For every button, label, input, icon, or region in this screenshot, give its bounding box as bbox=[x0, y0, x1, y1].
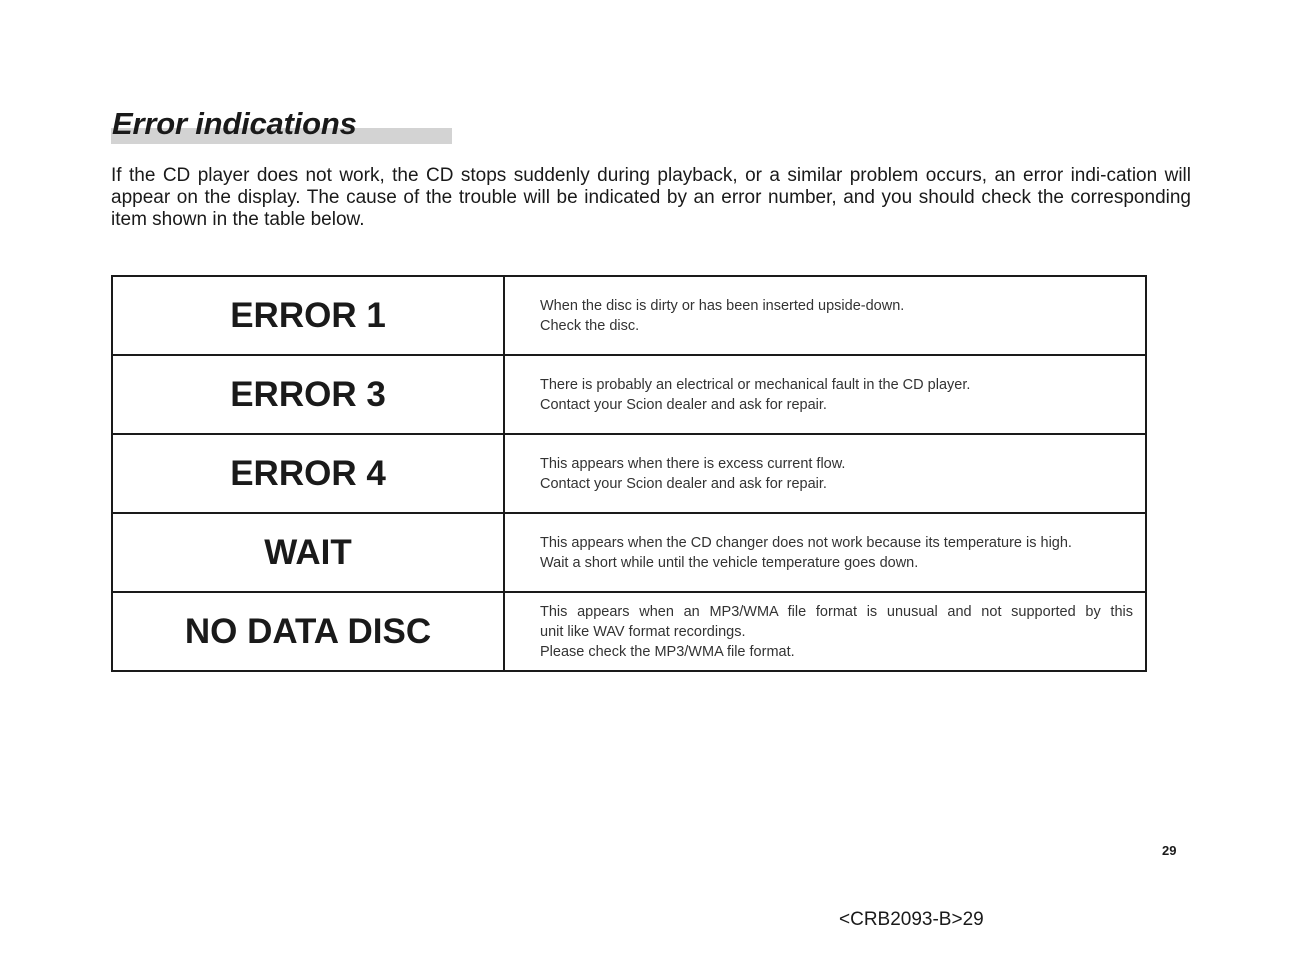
description-line: This appears when an MP3/WMA file format is unusual and not supported by this bbox=[540, 603, 1133, 620]
description-line: This appears when there is excess current flow. bbox=[540, 455, 846, 472]
error-indication-cell: WAIT bbox=[112, 513, 504, 592]
error-indication-cell: NO DATA DISC bbox=[112, 592, 504, 671]
description-line: Contact your Scion dealer and ask for repair. bbox=[540, 475, 827, 492]
error-indication-cell: ERROR 1 bbox=[112, 276, 504, 355]
page-number: 29 bbox=[1162, 843, 1177, 858]
error-description-cell bbox=[504, 355, 1146, 434]
table-row bbox=[112, 513, 1146, 592]
error-description-cell bbox=[504, 434, 1146, 513]
table-row bbox=[112, 434, 1146, 513]
error-description-cell bbox=[504, 513, 1146, 592]
intro-paragraph: If the CD player does not work, the CD stops suddenly during playback, or a similar problem occurs, an error indi-cation will appear on the display. The cause of the trouble will be indicated by an error number, and you should check the corresponding item shown in the table below. bbox=[111, 165, 1191, 230]
error-description-cell bbox=[504, 592, 1146, 671]
description-line: Check the disc. bbox=[540, 317, 640, 334]
description-line: Please check the MP3/WMA file format. bbox=[540, 643, 795, 660]
error-indication-cell: ERROR 4 bbox=[112, 434, 504, 513]
description-line: unit like WAV format recordings. bbox=[540, 623, 746, 640]
error-description-cell bbox=[504, 276, 1146, 355]
error-indication-cell: ERROR 3 bbox=[112, 355, 504, 434]
description-line: There is probably an electrical or mechanical fault in the CD player. bbox=[540, 376, 971, 393]
section-title: Error indications bbox=[112, 106, 357, 141]
table-row bbox=[112, 592, 1146, 671]
document-code: <CRB2093-B>29 bbox=[839, 909, 984, 930]
section-heading bbox=[111, 106, 452, 146]
description-line: Contact your Scion dealer and ask for repair. bbox=[540, 396, 827, 413]
error-indications-table bbox=[111, 275, 1147, 672]
table-row bbox=[112, 355, 1146, 434]
description-line: This appears when the CD changer does not work because its temperature is high. bbox=[540, 534, 1072, 551]
table-row bbox=[112, 276, 1146, 355]
description-line: When the disc is dirty or has been inserted upside-down. bbox=[540, 297, 905, 314]
description-line: Wait a short while until the vehicle temperature goes down. bbox=[540, 554, 919, 571]
